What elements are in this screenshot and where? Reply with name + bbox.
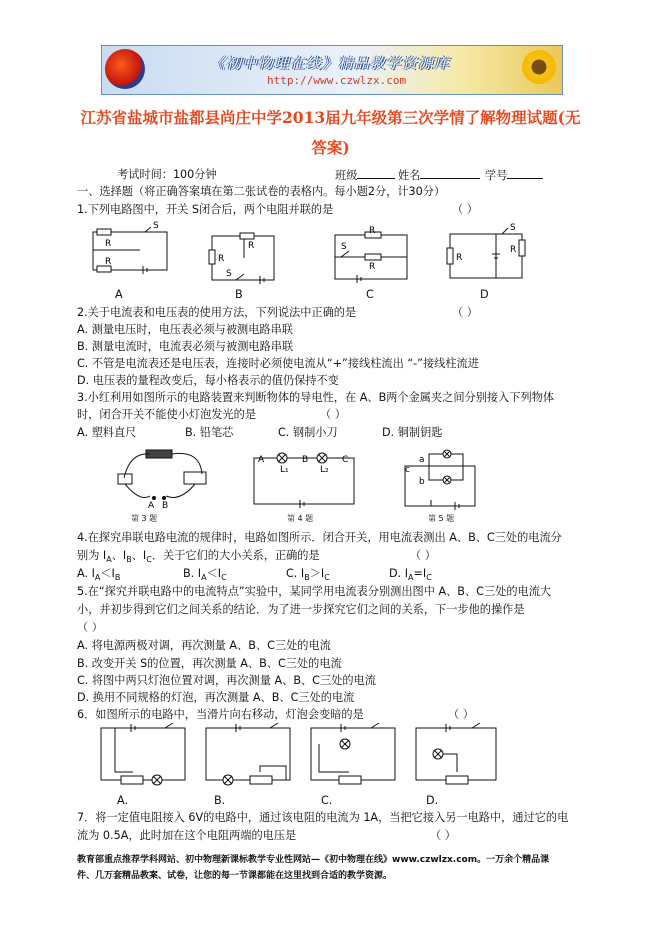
- svg-text:R: R: [105, 257, 112, 267]
- fig3-caption: 第 3 题: [131, 514, 158, 523]
- svg-text:B: B: [302, 455, 309, 465]
- section-heading: 一、选择题（将正确答案填在第二张试卷的表格内。每小题2分，计30分）: [77, 185, 446, 198]
- q5-stem-2: 小，并初步得到它们之间关系的结论．为了进一步探究它们之间的关系，下一步他的操作是: [77, 603, 525, 616]
- svg-text:c: c: [405, 465, 410, 475]
- q2-answer-paren: （ ）: [452, 306, 478, 319]
- q6-circuit-d: [410, 722, 505, 788]
- q1-circuit-b: [204, 228, 284, 286]
- footer-line-1: 教育部重点推荐学科网站、初中物理新课标教学专业性网站—《初中物理在线》www.czwlzx.com。一万余个精品课: [77, 855, 550, 865]
- name-field: [398, 167, 480, 183]
- q2-option-d: D. 电压表的量程改变后，每小格表示的值仍保持不变: [77, 374, 339, 387]
- svg-text:L₂: L₂: [320, 465, 329, 475]
- name-label: 姓名: [398, 169, 421, 182]
- q5-figure: [395, 446, 485, 512]
- svg-text:R: R: [218, 254, 225, 264]
- q6-label-d: D.: [426, 794, 439, 807]
- q4-stem-2: 别为 $I_A$、$I_B$、$I_C$．关于它们的大小关系，正确的是: [77, 549, 320, 565]
- q5-option-b: B. 改变开关 S的位置，再次测量 A、B、C三处的电流: [77, 657, 342, 670]
- q1-label-a: A: [115, 288, 123, 301]
- q3-stem-1: 3.小红利用如图所示的电路装置来判断物体的导电性，在 A、B两个金属夹之间分别接入下列物体: [77, 391, 555, 404]
- q7-answer-paren: （ ）: [430, 829, 456, 842]
- banner-title: 《初中物理在线》精品教学资源库: [210, 54, 451, 72]
- q6-circuit-b: [200, 722, 300, 788]
- q3-option-d: D. 铜制钥匙: [382, 426, 443, 439]
- q1-answer-paren: （ ）: [452, 203, 478, 216]
- q1-label-d: D: [480, 288, 489, 301]
- site-logo-icon: [105, 49, 145, 89]
- q6-label-a: A.: [117, 794, 129, 807]
- fig5-caption: 第 5 题: [428, 514, 455, 523]
- svg-text:b: b: [419, 477, 425, 487]
- q1-circuit-a: [85, 220, 175, 280]
- q3-option-c: C. 钢制小刀: [278, 426, 338, 439]
- q6-circuit-c: [305, 722, 405, 788]
- svg-text:S: S: [341, 242, 347, 252]
- q3-option-a: A. 塑料直尺: [77, 426, 137, 439]
- q7-stem-2: 流为 0.5A，此时加在这个电阻两端的电压是: [77, 829, 297, 842]
- page-title: 江苏省盐城市盐都县尚庄中学2013届九年级第三次学情了解物理试题(无: [80, 108, 581, 127]
- q6-label-c: C.: [321, 794, 333, 807]
- svg-text:a: a: [419, 455, 425, 465]
- q4-answer-paren: （ ）: [410, 549, 436, 562]
- q1-stem: 1.下列电路图中，开关 S闭合后，两个电阻并联的是: [77, 203, 334, 216]
- q6-stem: 6．如图所示的电路中，当滑片向右移动，灯泡会变暗的是: [77, 708, 364, 721]
- number-label: 学号: [485, 169, 508, 182]
- banner-url: http://www.czwlzx.com: [267, 74, 407, 87]
- svg-text:R: R: [456, 253, 463, 263]
- q6-circuit-a: [95, 722, 195, 788]
- svg-text:R: R: [248, 241, 255, 251]
- svg-text:S: S: [153, 221, 159, 231]
- page-footer: [77, 852, 597, 884]
- q6-label-b: B.: [214, 794, 226, 807]
- svg-text:S: S: [226, 269, 232, 279]
- number-field: [485, 167, 543, 183]
- q2-option-a: A. 测量电压时，电压表必须与被测电路串联: [77, 323, 293, 336]
- q1-circuit-d: [440, 220, 530, 285]
- q4-figure: [250, 448, 360, 510]
- q5-stem-1: 5.在“探究并联电路中的电流特点”实验中，某同学用电流表分别测出图中 A、B、C三处的电流大: [77, 585, 552, 598]
- q3-figure: [110, 444, 220, 510]
- q2-option-b: B. 测量电流时，电流表必须与被测电路串联: [77, 340, 294, 353]
- q3-stem-2: 时，闭合开关不能使小灯泡发光的是: [77, 408, 257, 421]
- svg-text:R: R: [369, 262, 376, 272]
- q4-option-c: C. $I_B>I_C$: [286, 567, 330, 583]
- page-title-cont: 答案): [311, 138, 350, 157]
- svg-text:R: R: [369, 226, 376, 236]
- exam-time: 考试时间：100分钟: [117, 168, 217, 181]
- q3-answer-paren: （ ）: [320, 408, 346, 421]
- q1-label-b: B: [235, 288, 243, 301]
- svg-text:S: S: [510, 223, 516, 233]
- footer-line-2: 件、几万套精品教案、试卷，让您的每一节课都能在这里找到合适的教学资源。: [77, 871, 393, 881]
- class-label: 班级: [335, 169, 358, 182]
- q6-answer-paren: （ ）: [448, 708, 474, 721]
- sunflower-icon: [522, 50, 556, 84]
- q5-answer-paren: （ ）: [77, 621, 103, 634]
- q2-stem: 2.关于电流表和电压表的使用方法，下列说法中正确的是: [77, 306, 357, 319]
- site-banner: [101, 45, 563, 95]
- fig4-caption: 第 4 题: [287, 514, 314, 523]
- q1-circuit-c: [327, 225, 412, 285]
- svg-text:L₁: L₁: [280, 465, 289, 475]
- svg-text:A: A: [258, 455, 265, 465]
- q5-option-d: D. 换用不同规格的灯泡，再次测量 A、B、C三处的电流: [77, 691, 355, 704]
- q7-stem-1: 7．将一定值电阻接入 6V的电路中，通过该电阻的电流为 1A，当把它接入另一电路中，通过它的电: [77, 811, 569, 824]
- q4-option-a: A. $I_A<I_B$: [77, 567, 121, 583]
- q4-option-b: B. $I_A<I_C$: [183, 567, 227, 583]
- q5-option-a: A. 将电源两极对调，再次测量 A、B、C三处的电流: [77, 639, 331, 652]
- q4-option-d: D. $I_A=I_C$: [389, 567, 432, 583]
- class-field: [335, 167, 395, 183]
- svg-text:R: R: [105, 239, 112, 249]
- q5-option-c: C. 将图中两只灯泡位置对调，再次测量 A、B、C三处的电流: [77, 674, 376, 687]
- svg-text:B: B: [162, 501, 169, 510]
- svg-text:R: R: [510, 245, 517, 255]
- q1-label-c: C: [366, 288, 374, 301]
- svg-text:C: C: [342, 455, 349, 465]
- q2-option-c: C. 不管是电流表还是电压表，连接时必须使电流从“+”接线柱流出 “-”接线柱流进: [77, 357, 479, 370]
- q4-stem-1: 4.在探究串联电路电流的规律时，电路如图所示．闭合开关，用电流表测出 A、B、C三处的电流分: [77, 531, 562, 544]
- q3-option-b: B. 铅笔芯: [185, 426, 234, 439]
- svg-text:A: A: [148, 501, 155, 510]
